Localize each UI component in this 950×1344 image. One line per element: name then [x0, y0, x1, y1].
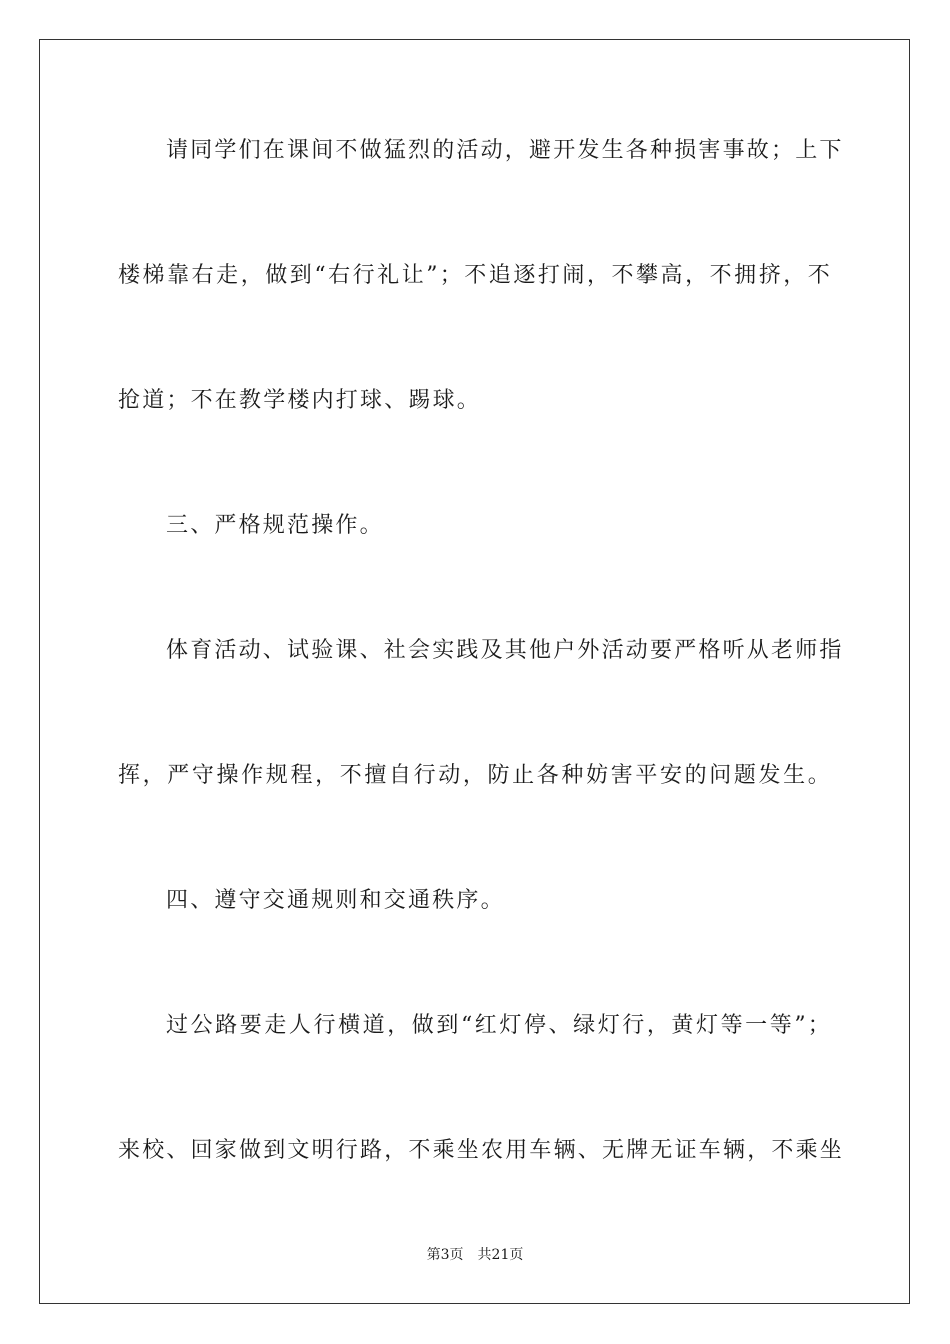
paragraph-line: 体育活动、试验课、社会实践及其他户外活动要严格听从老师指	[166, 638, 844, 663]
page-number: 第3页	[426, 1247, 464, 1263]
section-heading: 三、严格规范操作。	[166, 513, 384, 538]
page-border	[39, 39, 910, 1304]
paragraph-line: 楼梯靠右走，做到“右行礼让”；不追逐打闹，不攀高，不拥挤，不	[118, 263, 832, 288]
paragraph-line: 来校、回家做到文明行路，不乘坐农用车辆、无牌无证车辆，不乘坐	[118, 1138, 845, 1163]
page-footer	[0, 1245, 950, 1265]
paragraph-line: 过公路要走人行横道，做到“红灯停、绿灯行，黄灯等一等”；	[166, 1013, 832, 1038]
page-total: 共21页	[477, 1247, 524, 1263]
paragraph-line: 抢道；不在教学楼内打球、踢球。	[118, 388, 482, 413]
section-heading: 四、遵守交通规则和交通秩序。	[166, 888, 505, 913]
paragraph-line: 请同学们在课间不做猛烈的活动，避开发生各种损害事故；上下	[166, 138, 844, 163]
paragraph-line: 挥，严守操作规程，不擅自行动，防止各种妨害平安的问题发生。	[118, 763, 832, 788]
